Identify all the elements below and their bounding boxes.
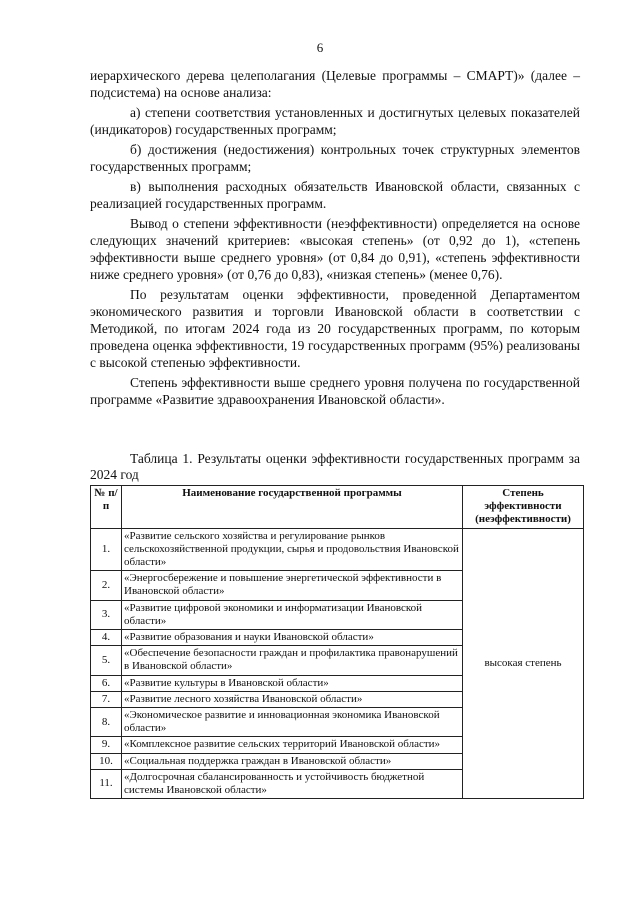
row-number: 9.	[91, 737, 122, 753]
row-number: 1.	[91, 528, 122, 571]
row-number: 10.	[91, 753, 122, 769]
row-number: 5.	[91, 646, 122, 675]
row-number: 8.	[91, 708, 122, 737]
row-number: 3.	[91, 600, 122, 629]
page-number: 6	[316, 40, 324, 55]
table-body	[91, 528, 584, 799]
paragraph-above-average: Степень эффективности выше среднего уровня получена по государственной программе «Развитие здравоохранения Ивановской области».	[90, 375, 580, 408]
program-name: «Развитие сельского хозяйства и регулирование рынков сельскохозяйственной продукции, сырья и продовольствия Ивановской области»	[122, 528, 463, 571]
program-name: «Развитие цифровой экономики и информатизации Ивановской области»	[122, 600, 463, 629]
program-name: «Экономическое развитие и инновационная экономика Ивановской области»	[122, 708, 463, 737]
row-number: 2.	[91, 571, 122, 600]
table-row	[91, 528, 584, 571]
paragraph-intro: иерархического дерева целеполагания (Целевые программы – СМАРТ)» (далее – подсистема) на основе анализа:	[90, 68, 580, 100]
table-caption: Таблица 1. Результаты оценки эффективности государственных программ за 2024 год	[90, 451, 580, 482]
program-name: «Развитие лесного хозяйства Ивановской области»	[122, 691, 463, 707]
program-name: «Обеспечение безопасности граждан и профилактика правонарушений в Ивановской области»	[122, 646, 463, 675]
results-table	[90, 485, 584, 799]
paragraph-item-a: а) степени соответствия установленных и достигнутых целевых показателей (индикаторов) государственных программ;	[90, 105, 580, 138]
header-grade: Степень эффективности (неэффективности)	[463, 486, 584, 529]
paragraph-criteria: Вывод о степени эффективности (неэффективности) определяется на основе следующих значений критериев: «высокая степень» (от 0,92 до 1), «степень эффективности выше среднего уровня» (от 0,84 до 0,91), «степень эффективности ниже среднего уровня» (от 0,76 до 0,83), «низкая степень» (менее 0,76).	[90, 216, 580, 283]
program-name: «Развитие культуры в Ивановской области»	[122, 675, 463, 691]
program-name: «Развитие образования и науки Ивановской области»	[122, 630, 463, 646]
program-name: «Долгосрочная сбалансированность и устойчивость бюджетной системы Ивановской области»	[122, 769, 463, 798]
table-header-row	[91, 486, 584, 529]
header-name: Наименование государственной программы	[122, 486, 463, 529]
row-number: 7.	[91, 691, 122, 707]
program-name: «Комплексное развитие сельских территорий Ивановской области»	[122, 737, 463, 753]
program-name: «Социальная поддержка граждан в Ивановской области»	[122, 753, 463, 769]
paragraph-item-b: б) достижения (недостижения) контрольных точек структурных элементов государственных программ;	[90, 142, 580, 175]
paragraph-results: По результатам оценки эффективности, проведенной Департаментом экономического развития и торговли Ивановской области в соответствии с Методикой, по итогам 2024 года из 20 государственных программ, по которым проведена оценка эффективности, 19 государственных программ (95%) реализованы с высокой степенью эффективности.	[90, 287, 580, 370]
row-number: 4.	[91, 630, 122, 646]
row-number: 6.	[91, 675, 122, 691]
program-name: «Энергосбережение и повышение энергетической эффективности в Ивановской области»	[122, 571, 463, 600]
efficiency-grade: высокая степень	[463, 528, 584, 799]
paragraph-item-c: в) выполнения расходных обязательств Ивановской области, связанных с реализацией государственных программ.	[90, 179, 580, 212]
row-number: 11.	[91, 769, 122, 798]
body-text	[90, 68, 580, 412]
header-num: № п/п	[91, 486, 122, 529]
